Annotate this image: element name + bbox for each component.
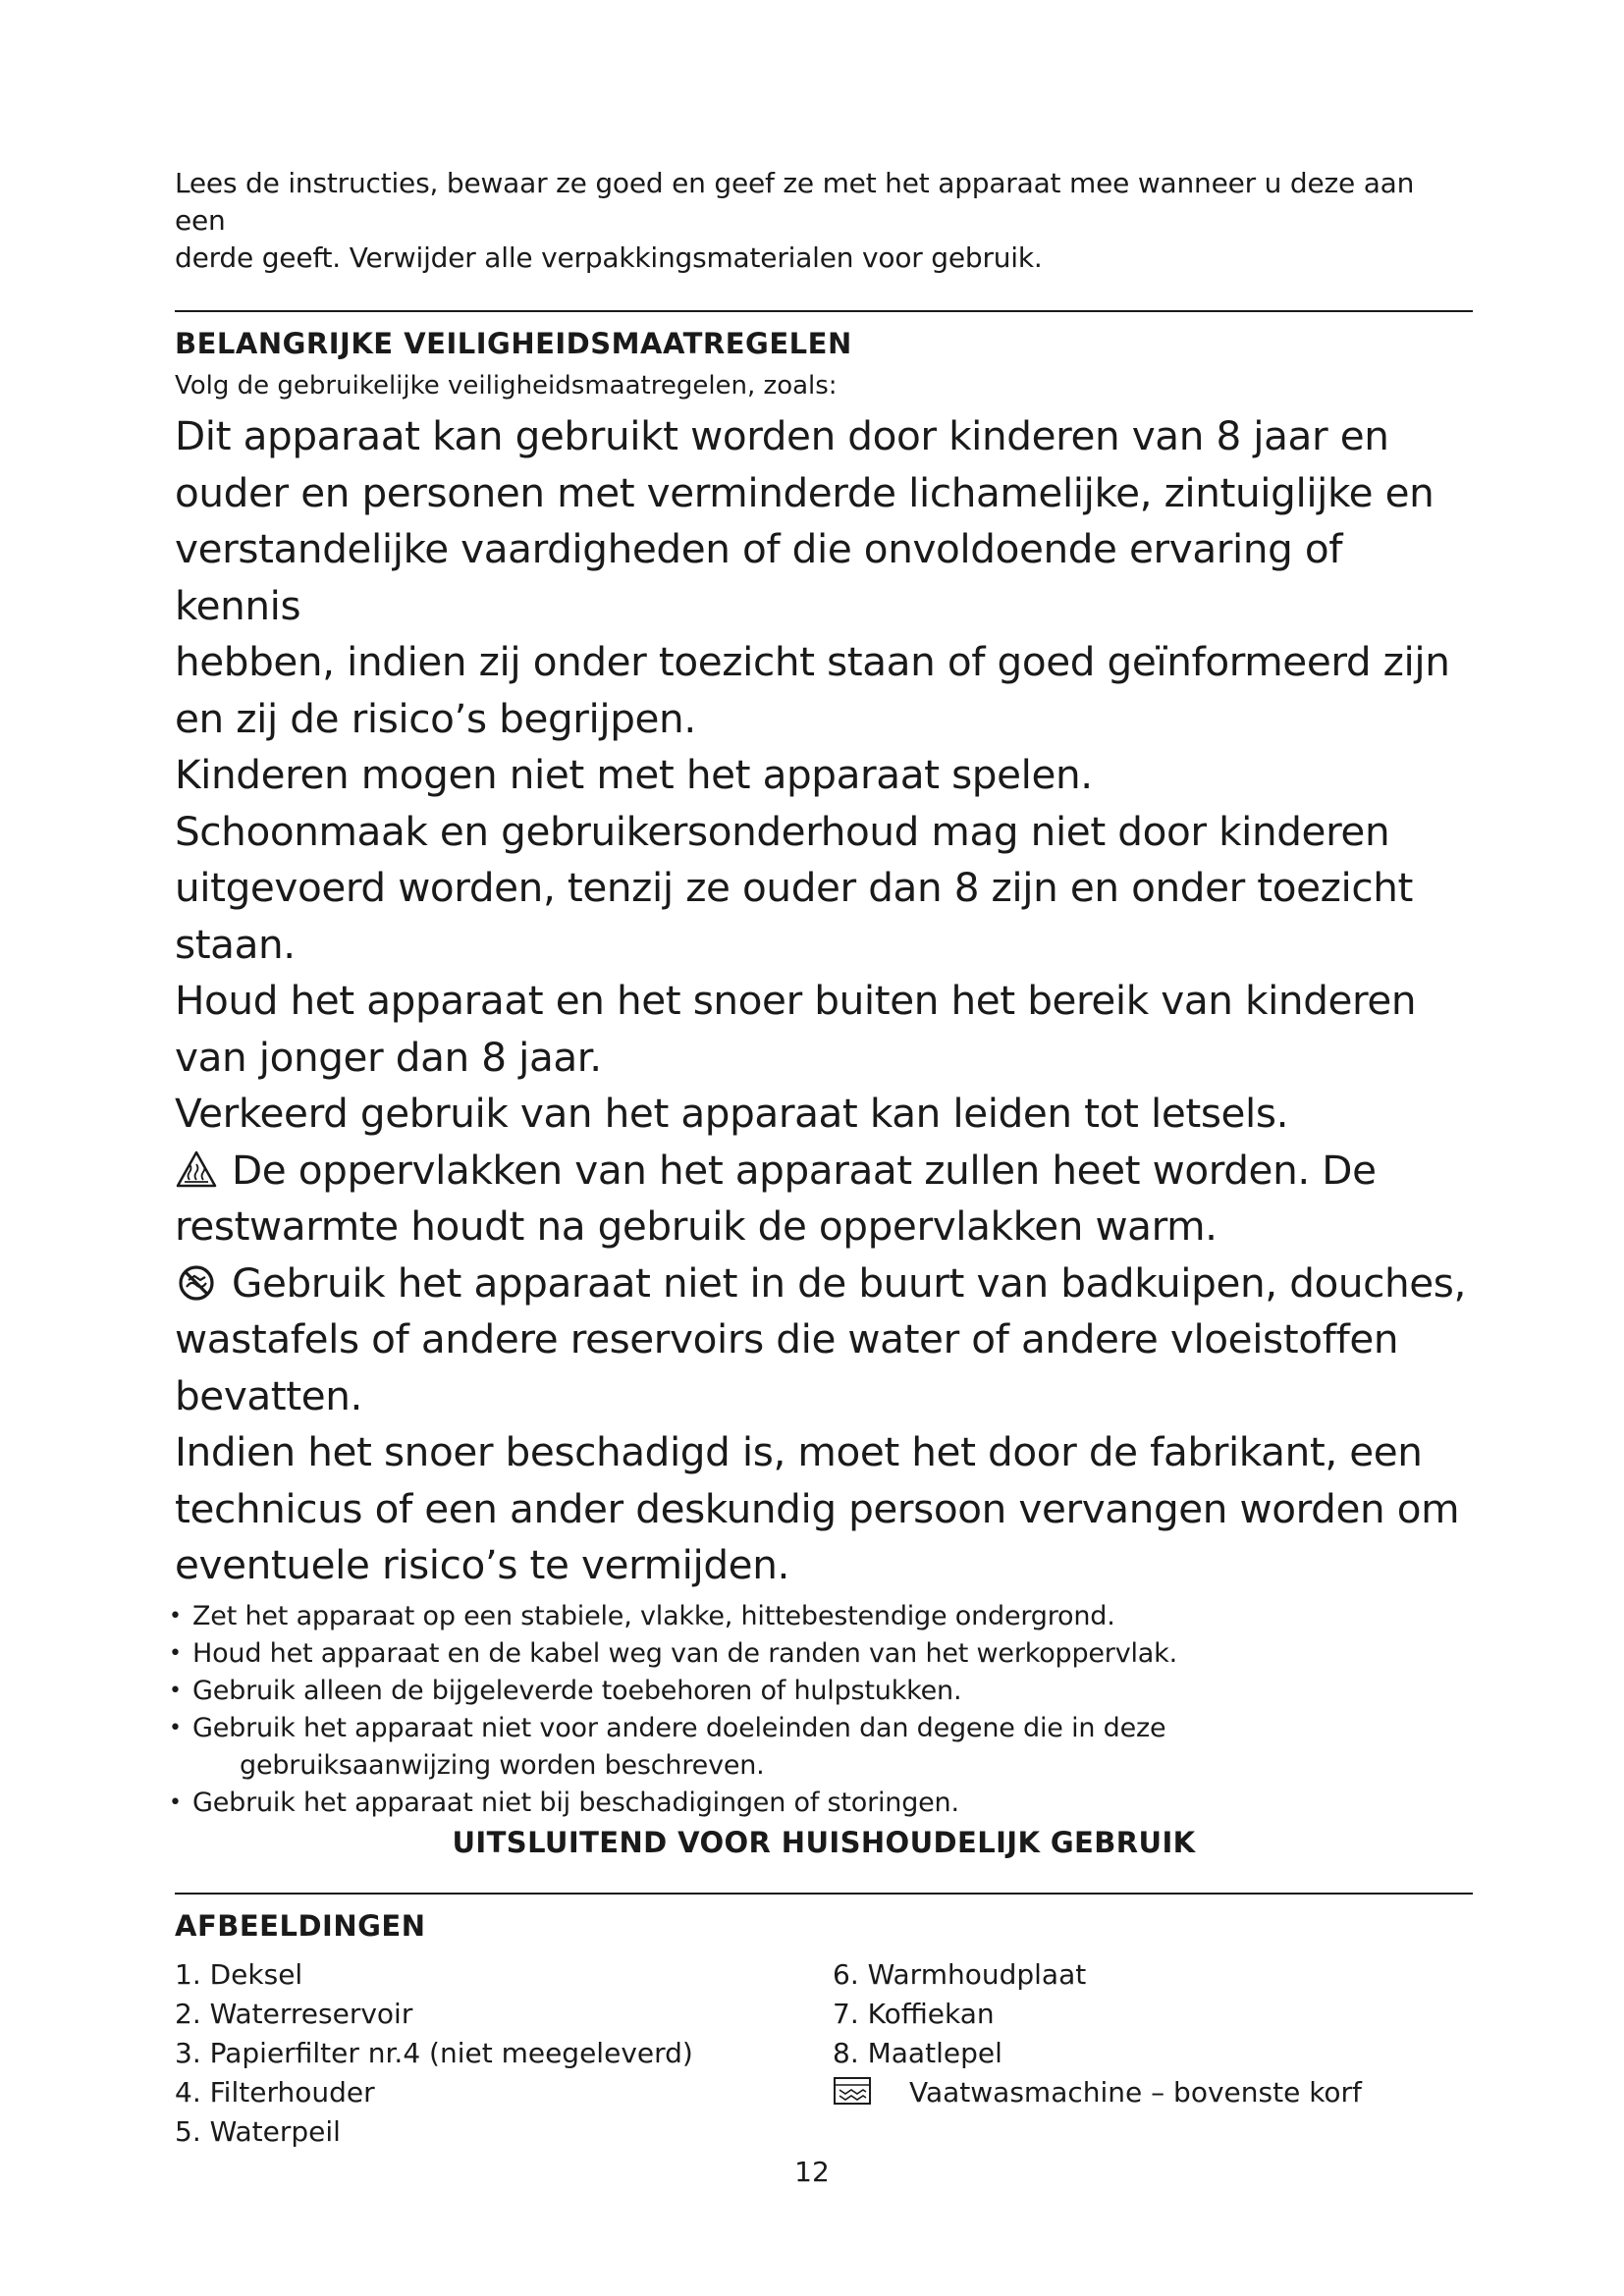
safety-warnings: [175, 408, 1473, 1594]
warning-misuse: Verkeerd gebruik van het apparaat kan leiden tot letsels.: [175, 1090, 1289, 1137]
section-divider: [175, 1893, 1473, 1895]
figures-list: [175, 1955, 1473, 2152]
safety-bullets: [175, 1598, 1473, 1822]
hot-surface-warning-icon: [175, 1148, 218, 1187]
intro-text: [175, 165, 1473, 277]
dishwasher-label: Vaatwasmachine – bovenste korf: [909, 2075, 1362, 2109]
list-item: • Houd het apparaat en de kabel weg van de randen van het werkoppervlak.: [175, 1635, 1473, 1673]
warning-water: Gebruik het apparaat niet in de buurt van badkuipen, douches, wastafels of andere reservoirs die water of andere vloeistoffen bevatten.: [175, 1258, 1466, 1419]
list-item: 1. Deksel: [175, 1957, 303, 1991]
list-item: • Gebruik het apparaat niet bij beschadigingen of storingen.: [175, 1785, 1473, 1822]
intro-line: Lees de instructies, bewaar ze goed en geef ze met het apparaat mee wanneer u deze aan een: [175, 167, 1415, 237]
no-water-icon: [175, 1260, 218, 1300]
warning-hot-surface: De oppervlakken van het apparaat zullen heet worden. De restwarmte houdt na gebruik de oppervlakken warm.: [175, 1146, 1377, 1250]
list-item: 8. Maatlepel: [833, 2036, 1002, 2069]
warning-children-play: Kinderen mogen niet met het apparaat spelen.: [175, 751, 1093, 798]
manual-page: [175, 165, 1473, 2152]
list-item: 7. Koffiekan: [833, 1997, 995, 2030]
warning-cord: Indien het snoer beschadigd is, moet het door de fabrikant, een technicus of een ander deskundig persoon vervangen worden om eventuele risico’s te vermijden.: [175, 1428, 1460, 1588]
list-item: [833, 2073, 1473, 2112]
intro-line: derde geeft. Verwijder alle verpakkingsmaterialen voor gebruik.: [175, 241, 1043, 274]
warning-cleaning: Schoonmaak en gebruikersonderhoud mag niet door kinderen uitgevoerd worden, tenzij ze ouder dan 8 zijn en onder toezicht staan.: [175, 807, 1414, 968]
safety-heading: BELANGRIJKE VEILIGHEIDSMAATREGELEN: [175, 327, 852, 360]
list-item: 2. Waterreservoir: [175, 1997, 413, 2030]
section-divider: [175, 310, 1473, 312]
warning-reach: Houd het apparaat en het snoer buiten het bereik van kinderen van jonger dan 8 jaar.: [175, 977, 1417, 1081]
page-number: 12: [794, 2156, 830, 2188]
dishwasher-top-rack-icon: [833, 2076, 872, 2106]
safety-subheading: Volg de gebruikelijke veiligheidsmaatregelen, zoals:: [175, 371, 838, 400]
warning-children-use: Dit apparaat kan gebruikt worden door kinderen van 8 jaar en ouder en personen met verminderde lichamelijke, zintuiglijke en verstandelijke vaardigheden of die onvoldoende ervaring of kennis hebben, indien zij onder toezicht staan of goed geïnformeerd zijn en zij de risico’s begrijpen.: [175, 412, 1450, 742]
household-use-notice: UITSLUITEND VOOR HUISHOUDELIJK GEBRUIK: [452, 1825, 1196, 1859]
list-item: 5. Waterpeil: [175, 2114, 341, 2148]
list-item: 6. Warmhoudplaat: [833, 1957, 1087, 1991]
figures-left-column: [175, 1955, 833, 2152]
figures-right-column: [833, 1955, 1473, 2152]
figures-heading: AFBEELDINGEN: [175, 1908, 426, 1943]
list-item: • Gebruik het apparaat niet voor andere doeleinden dan degene die in deze gebruiksaanwijzing worden beschreven.: [175, 1710, 1473, 1785]
list-item: • Zet het apparaat op een stabiele, vlakke, hittebestendige ondergrond.: [175, 1598, 1473, 1635]
list-item: 3. Papierfilter nr.4 (niet meegeleverd): [175, 2036, 693, 2069]
list-item: 4. Filterhouder: [175, 2075, 375, 2109]
list-item: • Gebruik alleen de bijgeleverde toebehoren of hulpstukken.: [175, 1673, 1473, 1710]
